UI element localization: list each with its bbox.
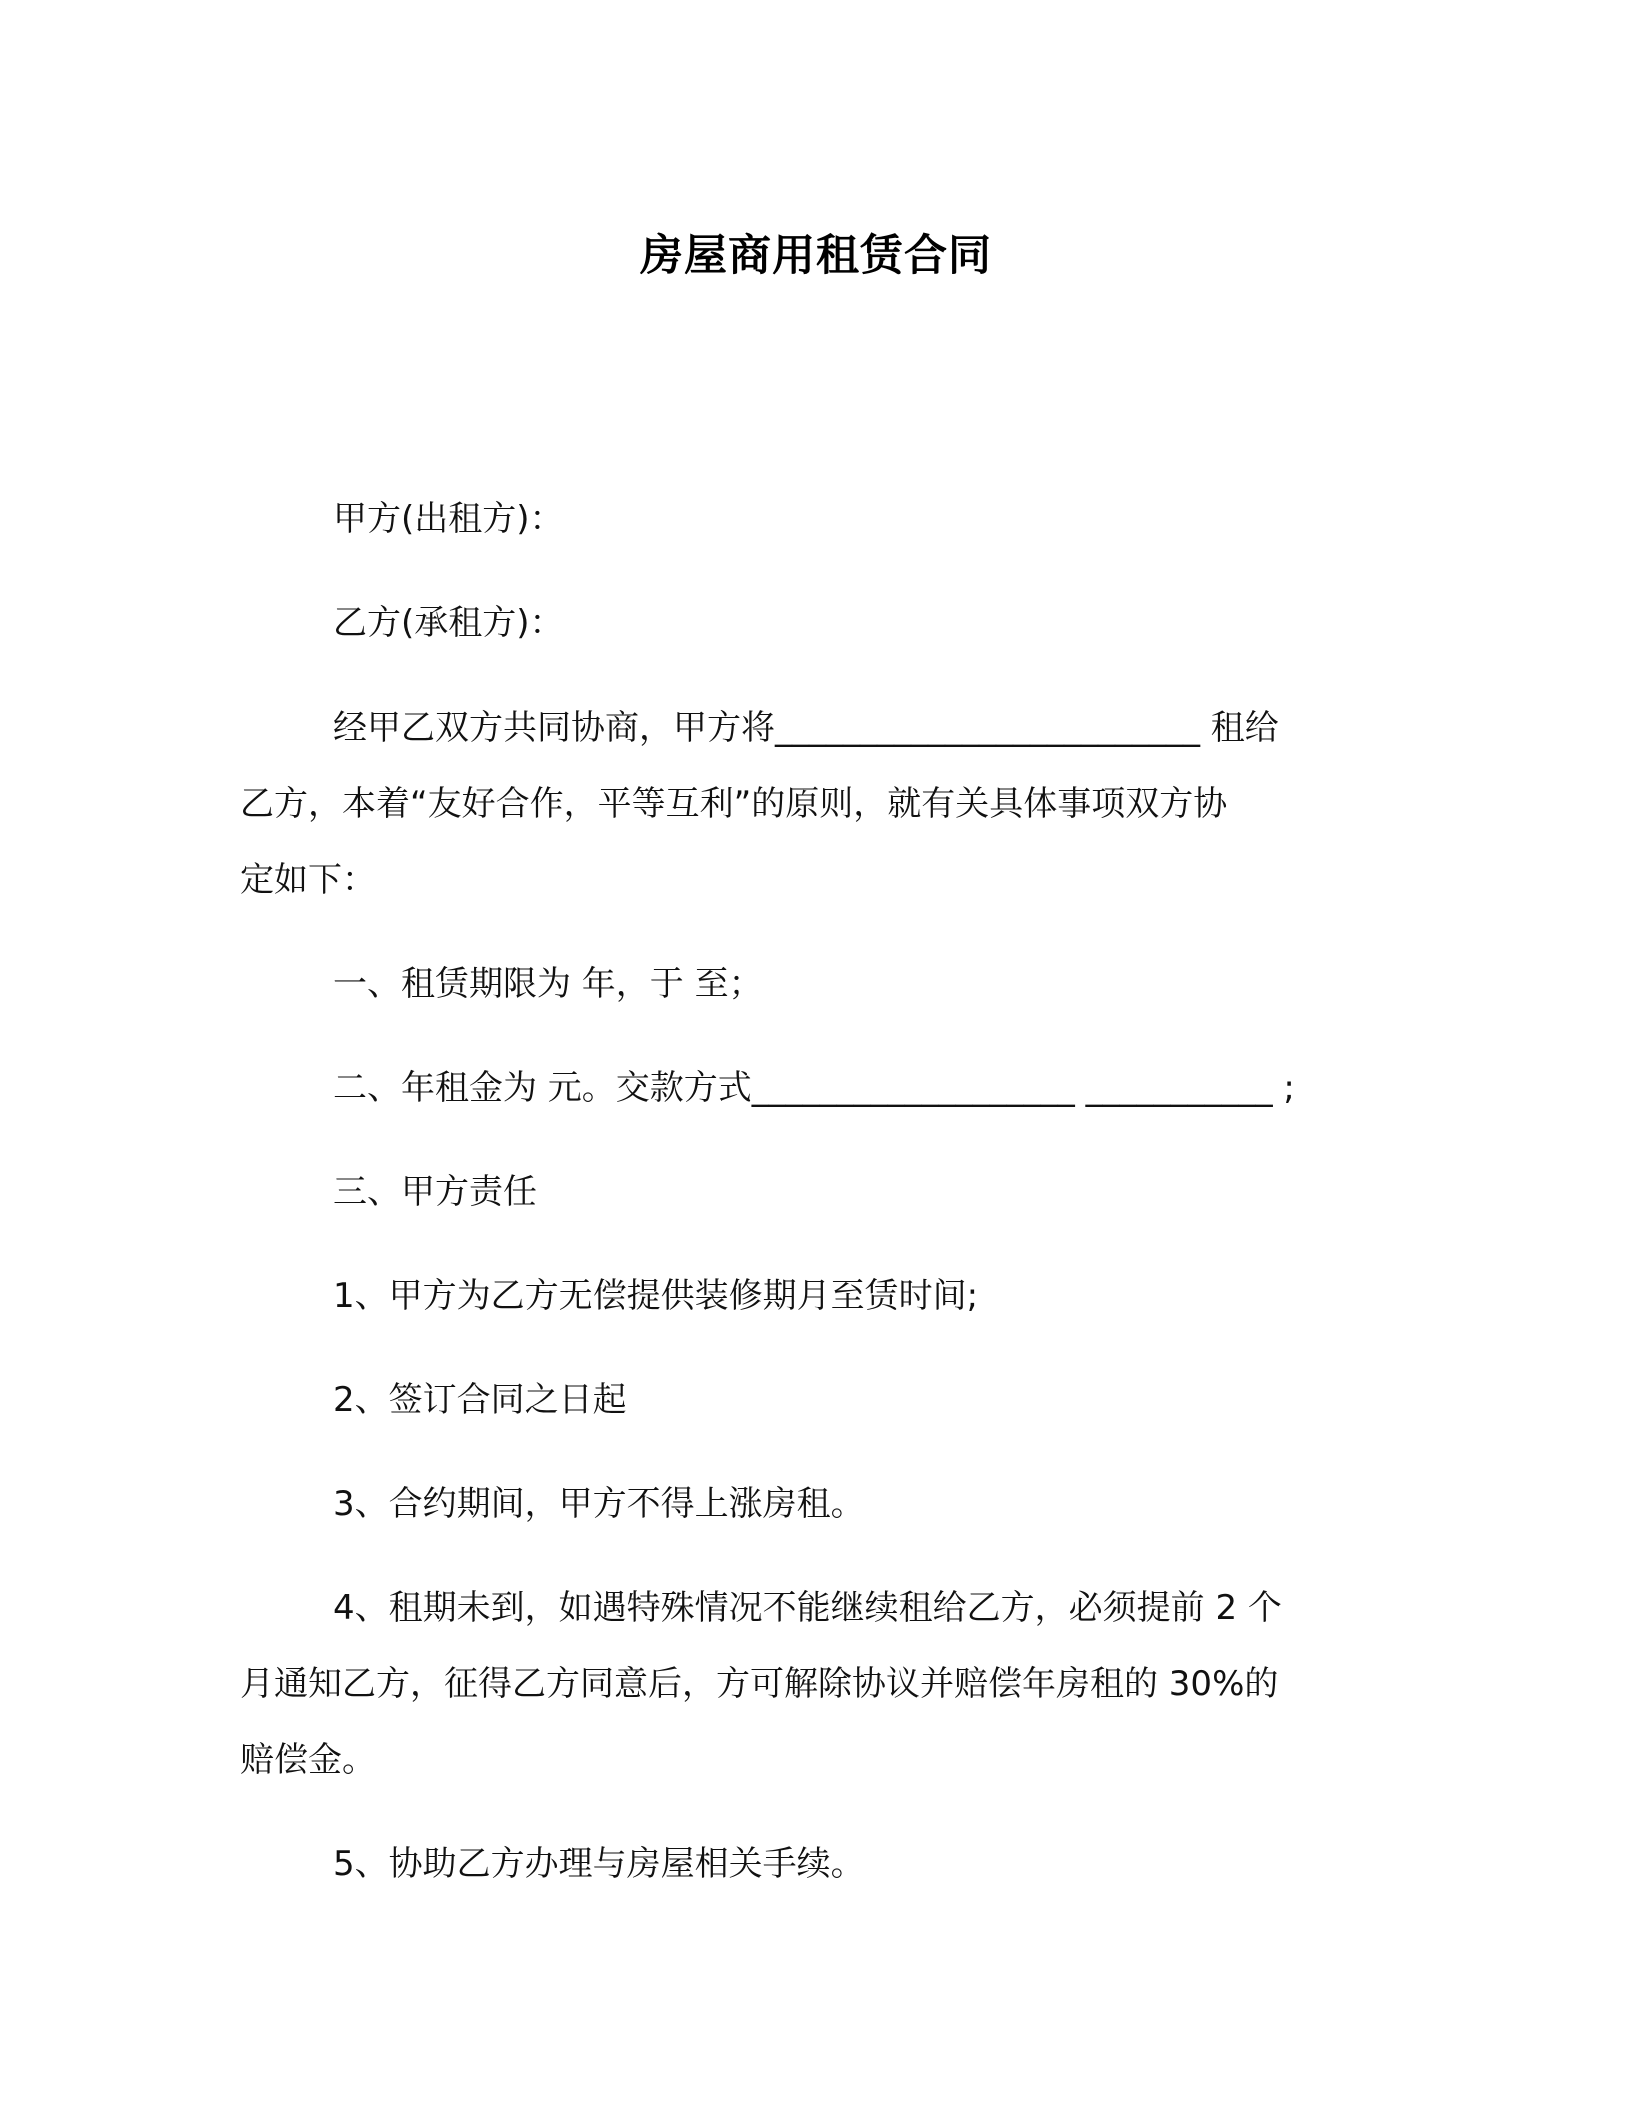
clause-2-annual-rent: 二、年租金为 元。交款方式___________________ ___________ ; <box>333 1068 1295 1108</box>
intro-paragraph-line-2: 乙方，本着“友好合作，平等互利”的原则，就有关具体事项双方协 <box>240 784 1228 824</box>
document-title: 房屋商用租赁合同 <box>640 231 992 281</box>
item-5: 5、协助乙方办理与房屋相关手续。 <box>333 1844 865 1884</box>
clause-3-heading: 三、甲方责任 <box>333 1172 537 1212</box>
party-a-line: 甲方(出租方)： <box>333 499 564 539</box>
intro-paragraph-line-3: 定如下： <box>240 860 376 900</box>
clause-1-lease-term: 一、租赁期限为 年，于 至； <box>333 964 763 1004</box>
item-3: 3、合约期间，甲方不得上涨房租。 <box>333 1484 865 1524</box>
item-2: 2、签订合同之日起 <box>333 1380 627 1420</box>
intro-paragraph-line-1: 经甲乙双方共同协商，甲方将_________________________ 租给 <box>333 708 1279 748</box>
item-1: 1、甲方为乙方无偿提供装修期月至赁时间; <box>333 1276 979 1316</box>
item-4-line-3: 赔偿金。 <box>240 1740 376 1780</box>
item-4-line-2: 月通知乙方，征得乙方同意后，方可解除协议并赔偿年房租的 30%的 <box>240 1664 1279 1704</box>
party-b-line: 乙方(承租方)： <box>333 603 564 643</box>
item-4-line-1: 4、租期未到，如遇特殊情况不能继续租给乙方，必须提前 2 个 <box>333 1588 1282 1628</box>
